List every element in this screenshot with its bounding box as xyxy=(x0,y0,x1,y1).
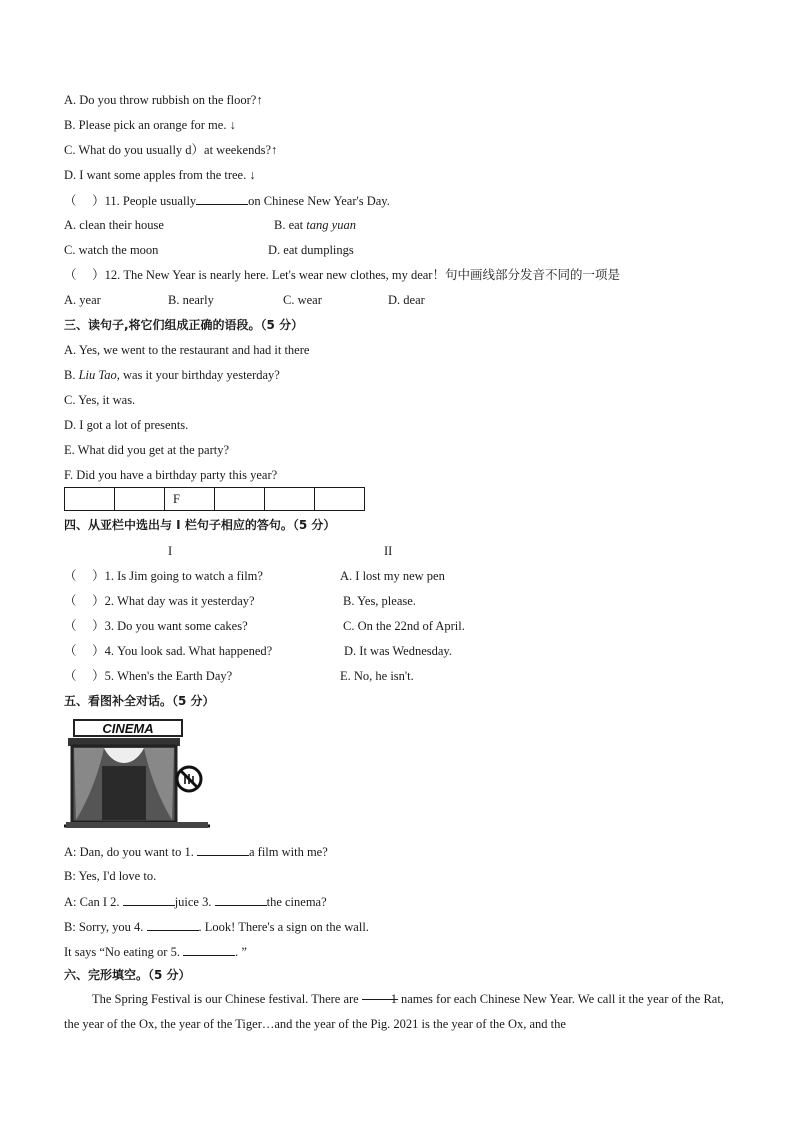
dialogue-line-5 xyxy=(64,943,247,960)
match-answer: B. Yes, please. xyxy=(343,594,416,608)
dialogue-line-2: B: Yes, I'd love to. xyxy=(64,869,157,883)
s3-sentence-c: C. Yes, it was. xyxy=(64,393,136,407)
s3-b-pre: B. xyxy=(64,368,79,382)
q11-blank[interactable] xyxy=(196,192,248,205)
blank-2[interactable] xyxy=(123,893,175,906)
section-6-heading: 六、完形填空。（5 分） xyxy=(64,968,191,982)
match-answer: C. On the 22nd of April. xyxy=(343,619,465,633)
s3-sentence-e: E. What did you get at the party? xyxy=(64,443,229,457)
d3-b: juice 3. xyxy=(174,895,215,909)
d3-a: A: Can I 2. xyxy=(64,895,123,909)
match-answer: A. I lost my new pen xyxy=(340,569,445,583)
q11-option-a: A. clean their house xyxy=(64,218,164,232)
cloze-pre: The Spring Festival is our Chinese festival. There are xyxy=(92,992,362,1006)
s3-b-post: , was it your birthday yesterday? xyxy=(116,368,280,382)
blank-5[interactable] xyxy=(183,943,235,956)
cinema-sign-text: CINEMA xyxy=(102,721,154,736)
answer-cell[interactable] xyxy=(315,488,365,511)
q12-option-c: C. wear xyxy=(283,293,322,307)
match-question: （ ）1. Is Jim going to watch a film? xyxy=(64,569,263,583)
q11-stem-pre: （ ）11. People usually xyxy=(64,194,197,208)
s3-b-italic: Liu Tao xyxy=(78,368,117,382)
q11-option-b-italic: tang yuan xyxy=(306,218,356,232)
dialogue-line-4 xyxy=(64,918,369,935)
option-c: C. What do you usually d）at weekends?↑ xyxy=(64,143,278,157)
answer-cell[interactable] xyxy=(65,488,115,511)
q11-stem-post: on Chinese New Year's Day. xyxy=(248,194,390,208)
cloze-blank-1[interactable]: 1 xyxy=(362,987,398,1000)
option-d: D. I want some apples from the tree. ↓ xyxy=(64,168,256,182)
cloze-paragraph xyxy=(64,987,730,1037)
d1-post: a film with me? xyxy=(248,845,328,859)
q11-option-b-pre: B. eat xyxy=(274,218,307,232)
answer-cell[interactable]: F xyxy=(165,488,215,511)
cloze-post: names for each Chinese New Year. We call it the year of the Rat, the year of the Ox, the year of the Tiger…and the year of the Pig. 2021 is the year of the Ox, and the xyxy=(64,992,724,1031)
match-question: （ ）4. You look sad. What happened? xyxy=(64,644,273,658)
section-5-heading: 五、看图补全对话。（5 分） xyxy=(64,694,215,708)
match-question: （ ）2. What day was it yesterday? xyxy=(64,594,255,608)
answer-cell[interactable] xyxy=(115,488,165,511)
d3-c: the cinema? xyxy=(266,895,327,909)
answer-table xyxy=(64,487,365,511)
blank-3[interactable] xyxy=(215,893,267,906)
column-ii-title: II xyxy=(384,544,393,558)
s3-sentence-a: A. Yes, we went to the restaurant and had it there xyxy=(64,343,310,357)
dialogue-line-3 xyxy=(64,893,327,910)
d4-pre: B: Sorry, you 4. xyxy=(64,920,147,934)
q11-option-c: C. watch the moon xyxy=(64,243,159,257)
q11-option-d: D. eat dumplings xyxy=(268,243,354,257)
section-3-heading: 三、读句子,将它们组成正确的语段。（5 分） xyxy=(64,318,304,332)
question-12: （ ）12. The New Year is nearly here. Let's wear new clothes, my dear！句中画线部分发音不同的一项是 xyxy=(64,268,620,282)
match-question: （ ）5. When's the Earth Day? xyxy=(64,669,233,683)
option-b: B. Please pick an orange for me. ↓ xyxy=(64,118,236,132)
question-11 xyxy=(64,192,390,209)
blank-4[interactable] xyxy=(147,918,199,931)
answer-cell[interactable] xyxy=(265,488,315,511)
blank-1[interactable] xyxy=(197,843,249,856)
s3-sentence-b xyxy=(64,367,280,383)
section-4-heading: 四、从亚栏中选出与 I 栏句子相应的答句。（5 分） xyxy=(64,518,336,532)
column-i-title: I xyxy=(168,544,173,558)
option-a: A. Do you throw rubbish on the floor?↑ xyxy=(64,93,263,107)
q12-option-d: D. dear xyxy=(388,293,425,307)
s3-sentence-f: F. Did you have a birthday party this year? xyxy=(64,468,278,482)
d4-post: . Look! There's a sign on the wall. xyxy=(198,920,369,934)
match-question: （ ）3. Do you want some cakes? xyxy=(64,619,248,633)
s3-sentence-d: D. I got a lot of presents. xyxy=(64,418,189,432)
d1-pre: A: Dan, do you want to 1. xyxy=(64,845,197,859)
no-eating-sign-icon xyxy=(174,764,204,794)
d5-pre: It says “No eating or 5. xyxy=(64,945,184,959)
q12-option-b: B. nearly xyxy=(168,293,214,307)
match-answer: E. No, he isn't. xyxy=(340,669,414,683)
q11-option-b xyxy=(274,217,356,233)
d5-post: . ” xyxy=(235,945,247,959)
answer-cell[interactable] xyxy=(215,488,265,511)
dialogue-line-1 xyxy=(64,843,328,860)
match-answer: D. It was Wednesday. xyxy=(344,644,452,658)
q12-option-a: A. year xyxy=(64,293,101,307)
